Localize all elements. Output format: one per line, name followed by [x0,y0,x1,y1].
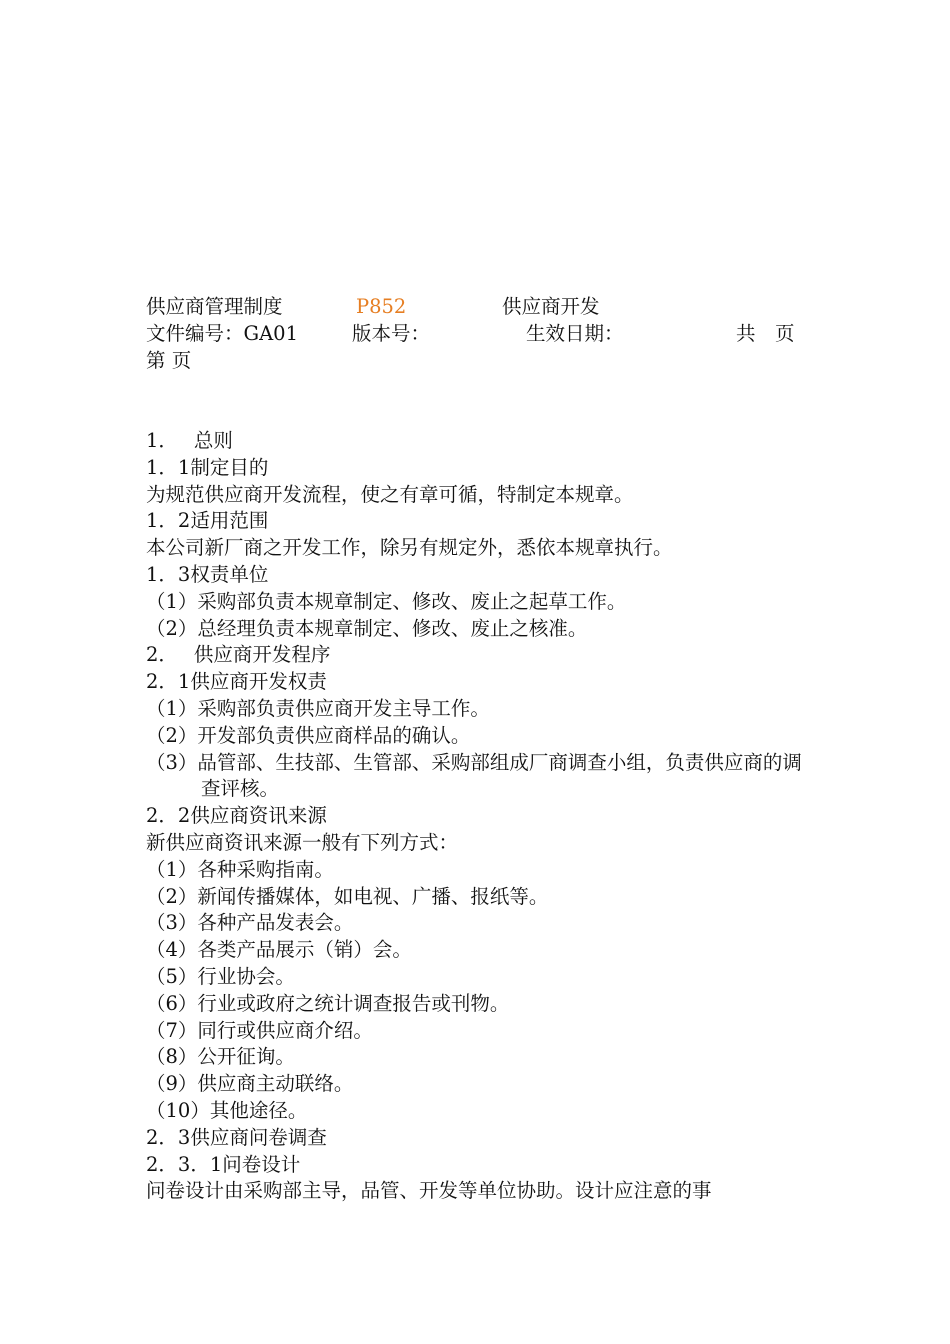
list-item: （2）新闻传播媒体，如电视、广播、报纸等。 [146,884,549,908]
list-item: （10）其他途径。 [146,1098,308,1122]
paragraph: 为规范供应商开发流程，使之有章可循，特制定本规章。 [146,482,634,506]
subsection-heading: 2．2供应商资讯来源 [146,804,327,828]
section-heading: 2． 供应商开发程序 [146,643,331,667]
subsection-heading: 1．3权责单位 [146,562,269,586]
list-item: （8）公开征询。 [146,1045,295,1069]
paragraph: 本公司新厂商之开发工作，除另有规定外，悉依本规章执行。 [146,536,673,560]
subsection-heading: 2．1供应商开发权责 [146,670,327,694]
list-item: （2）总经理负责本规章制定、修改、废止之核准。 [146,616,588,640]
subsection-heading: 1．2适用范围 [146,509,269,533]
header-meta-row [146,321,806,348]
spacer [146,374,806,401]
section-heading: 1． 总则 [146,428,233,452]
list-item: （2）开发部负责供应商样品的确认。 [146,723,471,747]
page-number-label: 第 页 [146,348,192,372]
list-item: （3）各种产品发表会。 [146,911,354,935]
subsection-heading: 1．1制定目的 [146,455,269,479]
list-item: （9）供应商主动联络。 [146,1072,354,1096]
list-item: （1）各种采购指南。 [146,857,334,881]
subsection-heading: 2．3．1问卷设计 [146,1152,301,1176]
version-label: 版本号： [352,321,431,345]
total-pages-label: 共 页 [736,321,795,345]
list-item: （6）行业或政府之统计调查报告或刊物。 [146,991,510,1015]
document-subject: 供应商开发 [502,295,600,318]
paragraph: 问卷设计由采购部主导，品管、开发等单位协助。设计应注意的事 [146,1179,712,1203]
doc-number-label: 文件编号：GA01 [146,321,298,345]
effective-date-label: 生效日期： [526,321,624,345]
spacer [146,401,806,428]
list-item: （7）同行或供应商介绍。 [146,1018,373,1042]
paragraph: 新供应商资讯来源一般有下列方式： [146,830,459,854]
list-item: （5）行业协会。 [146,964,295,988]
subsection-heading: 2．3供应商问卷调查 [146,1125,327,1149]
header-title-row [146,294,806,321]
list-item: （1）采购部负责本规章制定、修改、废止之起草工作。 [146,589,627,613]
document-title: 供应商管理制度 [146,295,283,318]
document-page [146,294,806,1205]
list-item: （1）采购部负责供应商开发主导工作。 [146,696,490,720]
list-item: （4）各类产品展示（销）会。 [146,938,412,962]
list-item: （3）品管部、生技部、生管部、采购部组成厂商调查小组，负责供应商的调查评核。 [146,750,802,801]
document-code: P852 [356,295,407,318]
